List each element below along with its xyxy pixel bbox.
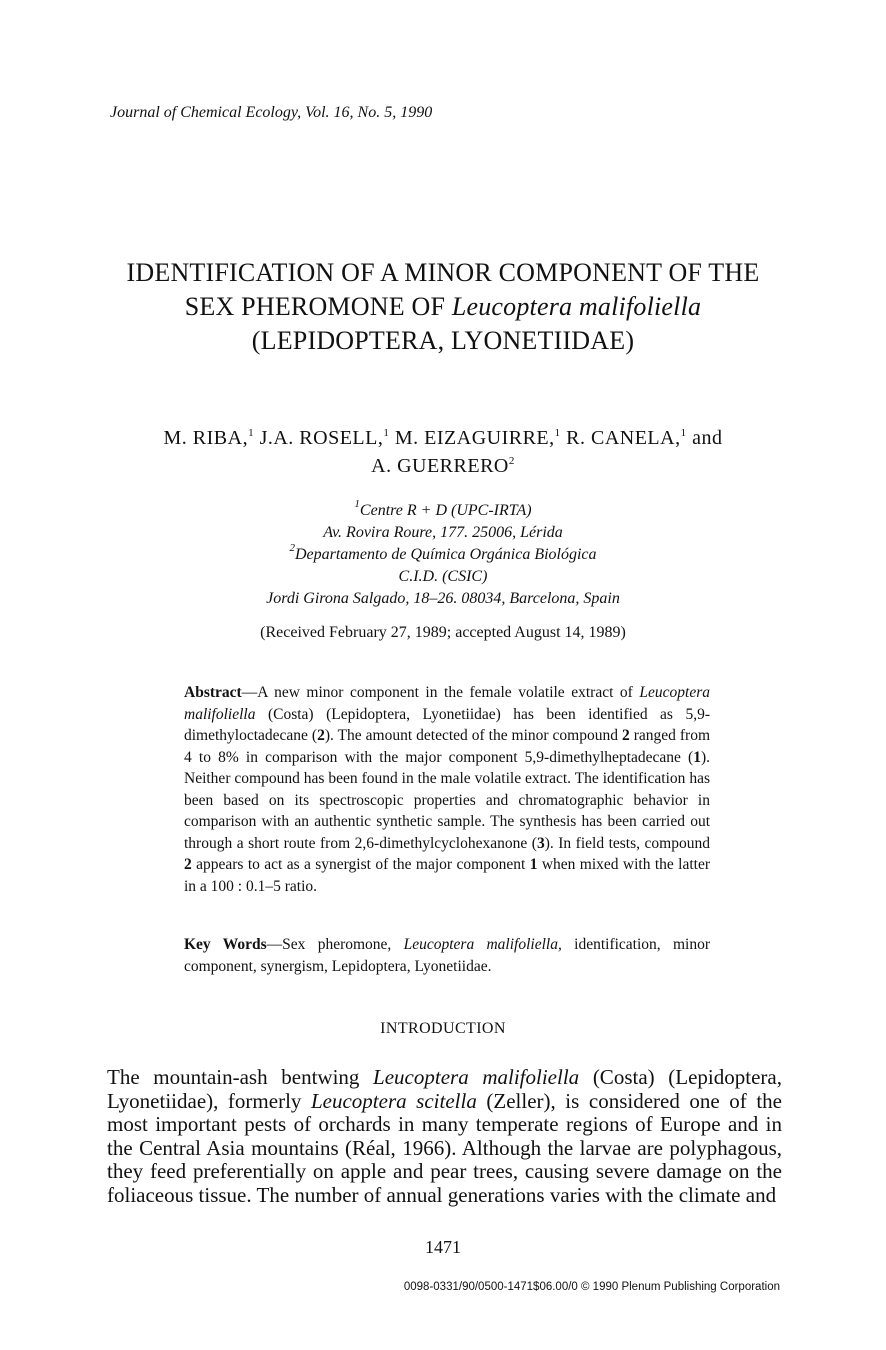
author-guerrero-sup: 2 <box>508 455 515 467</box>
key-words-text-1: —Sex pheromone, <box>266 936 404 953</box>
received-dates: (Received February 27, 1989; accepted August 14, 1989) <box>260 624 626 641</box>
abstract-text-5: ). Neither compound has been found in the male volatile extract. The identification has been based on its spectroscopic properties and chromatographic behavior in comparison with an authentic synthetic sample. The synthesis has been carried out through a short route from 2,6-dimethylcyclohexanone ( <box>184 748 710 852</box>
affiliation-2-line-1 <box>100 544 786 566</box>
author-guerrero: A. GUERRERO <box>371 455 509 477</box>
paper-title <box>100 256 786 358</box>
abstract-label: Abstract <box>184 684 242 701</box>
key-words-label: Key Words <box>184 936 267 953</box>
key-words-species: Leucoptera malifoliella, <box>403 936 562 953</box>
abstract-text-7: appears to act as a synergist of the major component <box>191 856 530 873</box>
compound-ref: 2 <box>184 856 192 873</box>
compound-ref: 2 <box>317 727 325 744</box>
author-list <box>100 424 786 480</box>
introduction-paragraph <box>107 1066 782 1207</box>
author-rosell-sup: 1 <box>383 427 390 439</box>
affiliations <box>100 500 786 610</box>
author-riba: M. RIBA, <box>163 427 249 449</box>
affiliation-2-line-2: C.I.D. (CSIC) <box>398 568 488 585</box>
title-species: Leucoptera malifoliella <box>451 292 702 321</box>
section-heading-introduction: INTRODUCTION <box>380 1020 506 1037</box>
title-line-1: IDENTIFICATION OF A MINOR COMPONENT OF THE <box>126 258 760 287</box>
author-riba-sup: 1 <box>248 427 255 439</box>
copyright-footer: 0098-0331/90/0500-1471$06.00/0 © 1990 Plenum Publishing Corporation <box>403 1281 780 1293</box>
compound-ref: 3 <box>536 834 545 852</box>
affiliation-1-name: Centre R + D (UPC-IRTA) <box>359 502 532 519</box>
affiliation-2-name: Departamento de Química Orgánica Biológica <box>294 546 597 563</box>
author-and: and <box>686 427 723 449</box>
abstract-species: Leucoptera malifoliella <box>184 684 710 723</box>
abstract-text-2: (Costa) (Lepidoptera, Lyonetiidae) has been identified as 5,9-dimethyloctadecane ( <box>184 705 710 744</box>
key-words-text-2: identification, minor component, synergism, Lepidoptera, Lyonetiidae. <box>184 936 710 975</box>
affiliation-1-line-1 <box>100 500 786 522</box>
key-words <box>184 934 710 977</box>
author-line-1 <box>100 424 786 452</box>
author-line-2 <box>100 452 786 480</box>
intro-species-1: Leucoptera malifoliella <box>373 1065 580 1089</box>
affiliation-2-sup: 2 <box>289 542 295 554</box>
compound-ref: 1 <box>693 748 701 766</box>
abstract-text-8: when mixed with the latter in a 100 : 0.1–5 ratio. <box>184 856 711 895</box>
affiliation-1-sup: 1 <box>354 498 360 510</box>
abstract <box>184 682 710 897</box>
intro-text-3: (Zeller), is considered one of the most important pests of orchards in many temperate regions of Europe and in the Central Asia mountains (Réal, 1966). Although the larvae are polyphagous, they feed preferentially on apple and pear trees, causing severe damage on the foliaceous tissue. The number of annual generations varies with the climate and <box>107 1088 782 1207</box>
intro-text-2: (Costa) (Lepidoptera, Lyonetiidae), formerly <box>107 1065 782 1113</box>
compound-ref: 2 <box>621 727 630 744</box>
abstract-text-4: ranged from 4 to 8% in comparison with the major component 5,9-dimethylheptadecane ( <box>184 727 710 766</box>
title-line-2 <box>100 290 786 324</box>
author-eizaguirre-sup: 1 <box>554 427 561 439</box>
page-number: 1471 <box>425 1237 461 1257</box>
abstract-text-3: ). The amount detected of the minor compound <box>324 727 622 744</box>
author-canela-sup: 1 <box>680 427 687 439</box>
title-line-3: (LEPIDOPTERA, LYONETIIDAE) <box>251 326 635 355</box>
author-rosell: J.A. ROSELL, <box>254 427 384 449</box>
intro-text-1: The mountain-ash bentwing <box>107 1065 374 1089</box>
author-eizaguirre: M. EIZAGUIRRE, <box>389 427 555 449</box>
abstract-text-1: —A new minor component in the female volatile extract of <box>241 684 640 701</box>
title-line-2-text: SEX PHEROMONE OF <box>184 292 452 321</box>
journal-citation: Journal of Chemical Ecology, Vol. 16, No. 5, 1990 <box>110 104 433 121</box>
abstract-text-6: ). In field tests, compound <box>544 834 710 852</box>
compound-ref: 1 <box>529 856 538 873</box>
intro-species-2: Leucoptera scitella <box>310 1088 477 1113</box>
author-canela: R. CANELA, <box>560 427 681 449</box>
affiliation-1-line-2: Av. Rovira Roure, 177. 25006, Lérida <box>323 524 563 541</box>
affiliation-2-line-3: Jordi Girona Salgado, 18–26. 08034, Barcelona, Spain <box>266 590 620 607</box>
